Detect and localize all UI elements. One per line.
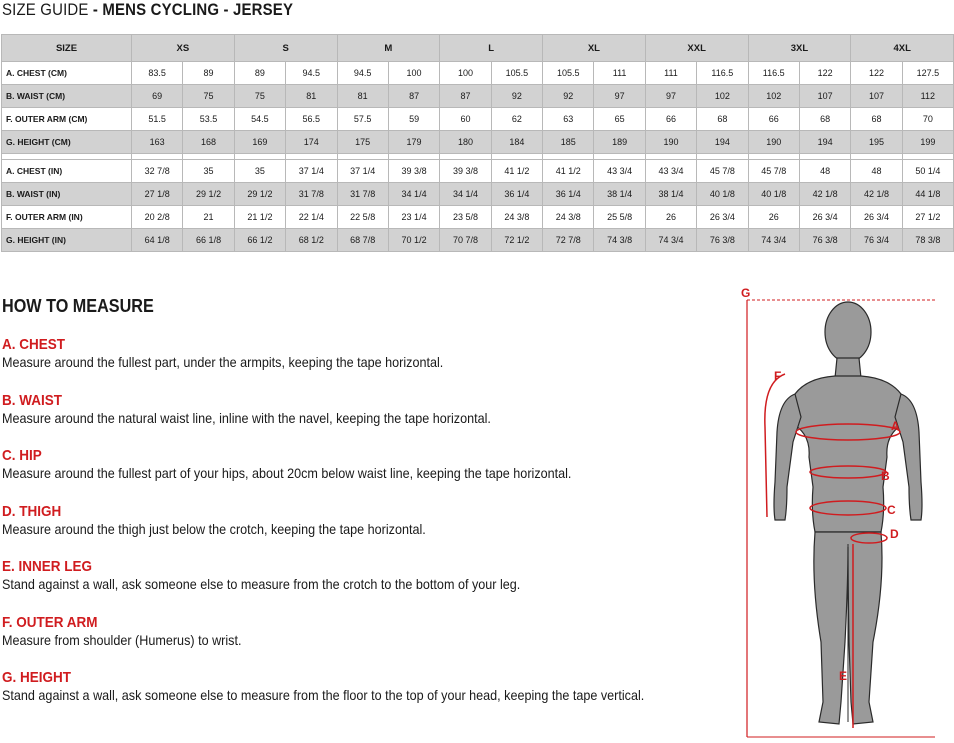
- row-label: B. WAIST (IN): [2, 183, 132, 206]
- measure-item: [2, 669, 722, 704]
- table-cell: 26 3/4: [851, 206, 902, 229]
- table-cell: 23 5/8: [440, 206, 491, 229]
- table-cell: 105.5: [491, 62, 542, 85]
- label-a: A: [891, 419, 900, 433]
- table-cell: 34 1/4: [388, 183, 439, 206]
- title-prefix: SIZE GUIDE: [2, 0, 89, 19]
- table-cell: 190: [748, 131, 799, 154]
- label-g: G: [741, 286, 751, 300]
- table-row: [2, 131, 954, 154]
- table-row: [2, 85, 954, 108]
- table-cell: 62: [491, 108, 542, 131]
- label-e: E: [839, 669, 848, 683]
- body-measurement-figure: [735, 282, 954, 743]
- table-cell: 169: [234, 131, 285, 154]
- measure-description: Measure around the fullest part, under the armpits, keeping the tape horizontal.: [2, 354, 444, 370]
- measure-description: Stand against a wall, ask someone else to measure from the floor to the top of your head, keeping the tape vertical.: [2, 687, 645, 703]
- table-cell: 168: [183, 131, 234, 154]
- table-row: [2, 206, 954, 229]
- table-cell: 189: [594, 131, 645, 154]
- table-cell: 66 1/8: [183, 229, 234, 252]
- size-header-s: S: [234, 35, 337, 62]
- table-cell: 50 1/4: [902, 160, 953, 183]
- row-label: A. CHEST (CM): [2, 62, 132, 85]
- table-cell: 76 3/8: [799, 229, 850, 252]
- size-header-m: M: [337, 35, 440, 62]
- table-cell: 31 7/8: [286, 183, 337, 206]
- table-cell: 127.5: [902, 62, 953, 85]
- label-d: D: [890, 527, 899, 541]
- row-label: B. WAIST (CM): [2, 85, 132, 108]
- table-cell: 107: [851, 85, 902, 108]
- label-f: F: [774, 369, 782, 383]
- table-cell: 68: [851, 108, 902, 131]
- table-cell: 66 1/2: [234, 229, 285, 252]
- table-cell: 24 3/8: [491, 206, 542, 229]
- page-title: [2, 0, 293, 20]
- measure-description: Measure around the thigh just below the crotch, keeping the tape horizontal.: [2, 520, 426, 537]
- table-cell: 36 1/4: [491, 183, 542, 206]
- table-cell: 105.5: [543, 62, 594, 85]
- table-cell: 38 1/4: [645, 183, 696, 206]
- table-cell: 111: [594, 62, 645, 85]
- table-cell: 68 1/2: [286, 229, 337, 252]
- table-cell: 41 1/2: [543, 160, 594, 183]
- table-row: [2, 183, 954, 206]
- table-cell: 195: [851, 131, 902, 154]
- table-cell: 65: [594, 108, 645, 131]
- table-cell: 75: [234, 85, 285, 108]
- table-cell: 72 7/8: [543, 229, 594, 252]
- measure-description: Measure around the fullest part of your hips, about 20cm below waist line, keeping the tape horizontal.: [2, 465, 572, 481]
- size-header-4xl: 4XL: [851, 35, 954, 62]
- table-cell: 31 7/8: [337, 183, 388, 206]
- table-cell: 22 1/4: [286, 206, 337, 229]
- table-cell: 22 5/8: [337, 206, 388, 229]
- table-cell: 23 1/4: [388, 206, 439, 229]
- measure-item: [2, 392, 722, 427]
- table-cell: 175: [337, 131, 388, 154]
- table-cell: 122: [799, 62, 850, 85]
- table-cell: 43 3/4: [645, 160, 696, 183]
- label-c: C: [887, 503, 896, 517]
- table-cell: 116.5: [748, 62, 799, 85]
- table-cell: 100: [440, 62, 491, 85]
- table-cell: 64 1/8: [132, 229, 183, 252]
- table-cell: 40 1/8: [748, 183, 799, 206]
- measure-heading: G. HEIGHT: [2, 669, 72, 686]
- table-cell: 37 1/4: [337, 160, 388, 183]
- table-cell: 59: [388, 108, 439, 131]
- table-cell: 75: [183, 85, 234, 108]
- table-cell: 97: [645, 85, 696, 108]
- table-cell: 76 3/8: [697, 229, 748, 252]
- table-cell: 94.5: [286, 62, 337, 85]
- table-cell: 39 3/8: [440, 160, 491, 183]
- table-cell: 34 1/4: [440, 183, 491, 206]
- table-cell: 27 1/8: [132, 183, 183, 206]
- table-cell: 199: [902, 131, 953, 154]
- table-row: [2, 62, 954, 85]
- table-cell: 102: [697, 85, 748, 108]
- table-cell: 42 1/8: [799, 183, 850, 206]
- table-cell: 26 3/4: [799, 206, 850, 229]
- table-cell: 40 1/8: [697, 183, 748, 206]
- measure-description: Stand against a wall, ask someone else to measure from the crotch to the bottom of your leg.: [2, 576, 521, 592]
- table-cell: 20 2/8: [132, 206, 183, 229]
- table-cell: 35: [183, 160, 234, 183]
- table-cell: 29 1/2: [234, 183, 285, 206]
- table-cell: 112: [902, 85, 953, 108]
- table-cell: 97: [594, 85, 645, 108]
- table-cell: 68: [697, 108, 748, 131]
- table-cell: 194: [697, 131, 748, 154]
- table-cell: 45 7/8: [748, 160, 799, 183]
- how-to-measure-title: HOW TO MEASURE: [2, 296, 154, 316]
- size-header-label: SIZE: [2, 35, 132, 62]
- measure-heading: D. THIGH: [2, 502, 62, 520]
- table-cell: 39 3/8: [388, 160, 439, 183]
- size-table: [1, 34, 954, 252]
- table-cell: 35: [234, 160, 285, 183]
- table-cell: 56.5: [286, 108, 337, 131]
- table-cell: 60: [440, 108, 491, 131]
- table-cell: 38 1/4: [594, 183, 645, 206]
- measure-item: [2, 447, 722, 482]
- table-row: [2, 108, 954, 131]
- measure-heading: C. HIP: [2, 447, 42, 464]
- table-cell: 21 1/2: [234, 206, 285, 229]
- size-header-xs: XS: [132, 35, 235, 62]
- title-bold: - MENS CYCLING - JERSEY: [88, 0, 294, 19]
- measure-item: [2, 558, 722, 593]
- measure-item: [2, 336, 722, 371]
- measure-item: [2, 614, 722, 649]
- table-cell: 92: [491, 85, 542, 108]
- table-cell: 89: [234, 62, 285, 85]
- row-label: A. CHEST (IN): [2, 160, 132, 183]
- table-cell: 21: [183, 206, 234, 229]
- table-cell: 26 3/4: [697, 206, 748, 229]
- size-header-row: [2, 35, 954, 62]
- table-cell: 51.5: [132, 108, 183, 131]
- table-cell: 70 7/8: [440, 229, 491, 252]
- table-cell: 76 3/4: [851, 229, 902, 252]
- table-cell: 74 3/8: [594, 229, 645, 252]
- table-cell: 27 1/2: [902, 206, 953, 229]
- table-cell: 70 1/2: [388, 229, 439, 252]
- row-label: G. HEIGHT (IN): [2, 229, 132, 252]
- label-b: B: [881, 469, 890, 483]
- table-cell: 66: [748, 108, 799, 131]
- table-cell: 69: [132, 85, 183, 108]
- table-cell: 41 1/2: [491, 160, 542, 183]
- table-cell: 92: [543, 85, 594, 108]
- table-cell: 53.5: [183, 108, 234, 131]
- row-label: F. OUTER ARM (CM): [2, 108, 132, 131]
- table-cell: 190: [645, 131, 696, 154]
- table-cell: 78 3/8: [902, 229, 953, 252]
- table-cell: 68: [799, 108, 850, 131]
- size-header-3xl: 3XL: [748, 35, 851, 62]
- table-cell: 81: [337, 85, 388, 108]
- table-cell: 36 1/4: [543, 183, 594, 206]
- table-cell: 42 1/8: [851, 183, 902, 206]
- table-cell: 83.5: [132, 62, 183, 85]
- table-cell: 94.5: [337, 62, 388, 85]
- table-cell: 179: [388, 131, 439, 154]
- table-cell: 74 3/4: [748, 229, 799, 252]
- table-cell: 194: [799, 131, 850, 154]
- table-cell: 63: [543, 108, 594, 131]
- measure-heading: B. WAIST: [2, 391, 63, 409]
- table-cell: 163: [132, 131, 183, 154]
- table-cell: 174: [286, 131, 337, 154]
- table-cell: 87: [440, 85, 491, 108]
- measure-item: [2, 503, 722, 538]
- table-cell: 180: [440, 131, 491, 154]
- measure-heading: E. INNER LEG: [2, 558, 93, 575]
- table-cell: 48: [799, 160, 850, 183]
- table-cell: 107: [799, 85, 850, 108]
- table-cell: 122: [851, 62, 902, 85]
- row-label: G. HEIGHT (CM): [2, 131, 132, 154]
- table-cell: 74 3/4: [645, 229, 696, 252]
- table-row: [2, 160, 954, 183]
- table-cell: 72 1/2: [491, 229, 542, 252]
- size-header-l: L: [440, 35, 543, 62]
- table-cell: 45 7/8: [697, 160, 748, 183]
- table-cell: 44 1/8: [902, 183, 953, 206]
- measure-heading: A. CHEST: [2, 336, 66, 353]
- table-cell: 26: [748, 206, 799, 229]
- table-cell: 100: [388, 62, 439, 85]
- measure-heading: F. OUTER ARM: [2, 613, 98, 631]
- table-cell: 81: [286, 85, 337, 108]
- table-cell: 185: [543, 131, 594, 154]
- table-row: [2, 229, 954, 252]
- table-cell: 43 3/4: [594, 160, 645, 183]
- table-cell: 68 7/8: [337, 229, 388, 252]
- table-cell: 25 5/8: [594, 206, 645, 229]
- table-cell: 87: [388, 85, 439, 108]
- table-cell: 26: [645, 206, 696, 229]
- table-cell: 184: [491, 131, 542, 154]
- table-cell: 89: [183, 62, 234, 85]
- table-cell: 111: [645, 62, 696, 85]
- measure-description: Measure from shoulder (Humerus) to wrist.: [2, 631, 242, 648]
- table-cell: 48: [851, 160, 902, 183]
- table-cell: 116.5: [697, 62, 748, 85]
- table-cell: 37 1/4: [286, 160, 337, 183]
- table-cell: 54.5: [234, 108, 285, 131]
- table-cell: 29 1/2: [183, 183, 234, 206]
- size-header-xxl: XXL: [645, 35, 748, 62]
- table-cell: 102: [748, 85, 799, 108]
- table-cell: 66: [645, 108, 696, 131]
- row-label: F. OUTER ARM (IN): [2, 206, 132, 229]
- table-cell: 70: [902, 108, 953, 131]
- table-cell: 24 3/8: [543, 206, 594, 229]
- table-cell: 57.5: [337, 108, 388, 131]
- size-header-xl: XL: [543, 35, 646, 62]
- measure-description: Measure around the natural waist line, inline with the navel, keeping the tape horizontal.: [2, 409, 491, 426]
- table-cell: 32 7/8: [132, 160, 183, 183]
